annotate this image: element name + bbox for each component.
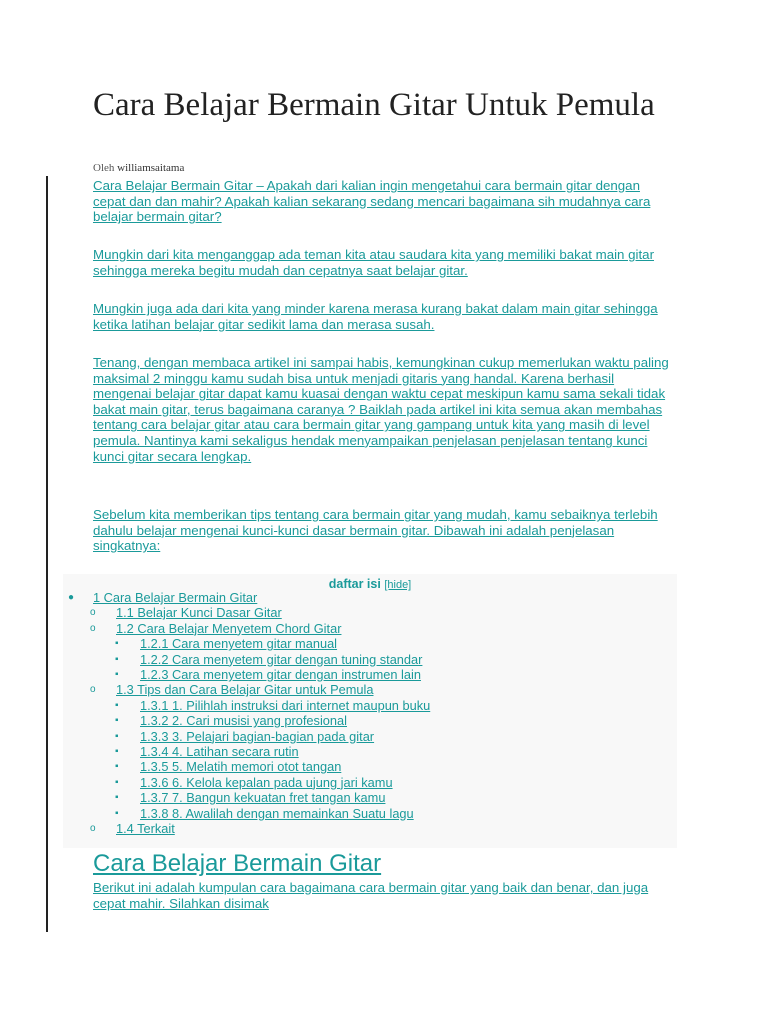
toc-item[interactable] bbox=[140, 806, 414, 821]
toc-bullet: o bbox=[90, 607, 96, 619]
toc-item-label: 1.3.3 3. Pelajari bagian-bagian pada gitar bbox=[140, 728, 375, 744]
toc-item-label: 1.3.4 4. Latihan secara rutin bbox=[140, 744, 299, 759]
toc-item-label: 1.4 Terkait bbox=[116, 821, 175, 836]
toc-item[interactable] bbox=[140, 729, 374, 744]
toc-item[interactable] bbox=[116, 821, 175, 836]
author-name[interactable]: williamsaitama bbox=[117, 162, 185, 174]
toc-item[interactable] bbox=[140, 636, 337, 651]
toc-bullet: ▪ bbox=[115, 638, 119, 650]
toc-item[interactable] bbox=[140, 744, 299, 759]
paragraph-3[interactable]: Mungkin juga ada dari kita yang minder karena merasa kurang bakat dalam main gitar sehingga ketika latihan belajar gitar sedikit lama dan merasa susah. bbox=[93, 301, 658, 332]
section-heading[interactable]: Cara Belajar Bermain Gitar bbox=[93, 850, 382, 877]
toc-bullet: ▪ bbox=[115, 792, 119, 804]
toc-item-label: 1.1 Belajar Kunci Dasar Gitar bbox=[116, 605, 282, 621]
toc-bullet: o bbox=[90, 823, 96, 834]
page-title: Cara Belajar Bermain Gitar Untuk Pemula bbox=[93, 87, 655, 123]
byline-prefix: Oleh bbox=[93, 162, 115, 174]
toc-item-label: 1.2 Cara Belajar Menyetem Chord Gitar bbox=[116, 620, 342, 636]
table-of-contents bbox=[63, 574, 677, 848]
toc-item-label: 1.2.2 Cara menyetem gitar dengan tuning standar bbox=[140, 651, 423, 667]
toc-item[interactable] bbox=[140, 759, 341, 774]
toc-bullet: ▪ bbox=[115, 730, 119, 742]
toc-item-label: 1.3.5 5. Melatih memori otot tangan bbox=[140, 759, 342, 775]
toc-item[interactable] bbox=[140, 652, 422, 667]
toc-hide-link[interactable]: [hide] bbox=[384, 579, 412, 591]
intro-paragraph[interactable]: Cara Belajar Bermain Gitar – Apakah dari kalian ingin mengetahui cara bermain gitar dengan cepat dan dan mahir? Apakah kalian sekarang sedang mencari bagaimana sih mudahnya cara belajar bermain gitar? bbox=[93, 178, 651, 225]
margin-bar bbox=[46, 176, 48, 932]
toc-item[interactable] bbox=[140, 790, 385, 805]
toc-bullet: o bbox=[90, 622, 96, 634]
paragraph-4[interactable]: Tenang, dengan membaca artikel ini sampai habis, kemungkinan cukup memerlukan waktu paling maksimal 2 minggu kamu sudah bisa untuk menjadi gitaris yang handal. Karena berhasil mengenai belajar gitar dapat kamu kuasai dengan waktu cepat meskipun kamu sama sekali tidak bakat main gitar, terus bagaimana caranya ? Baiklah pada artikel ini kita semua akan membahas tentang cara belajar gitar atau cara bermain gitar yang gampang untuk kita yang masih di level pemula. Nantinya kami sekaligus hendak menyampaikan penjelasan penjelasan tentang kunci kunci gitar secara lengkap. bbox=[93, 355, 669, 464]
toc-item-label: 1 Cara Belajar Bermain Gitar bbox=[93, 590, 258, 605]
toc-title: daftar isi bbox=[328, 577, 381, 591]
toc-item[interactable] bbox=[116, 605, 282, 620]
toc-bullet: ▪ bbox=[115, 776, 119, 788]
toc-item-label: 1.3.6 6. Kelola kepalan pada ujung jari kamu bbox=[140, 774, 393, 790]
toc-bullet: ● bbox=[68, 592, 75, 603]
toc-item[interactable] bbox=[140, 713, 347, 728]
section-paragraph[interactable]: Berikut ini adalah kumpulan cara bagaimana cara bermain gitar yang baik dan benar, dan juga cepat mahir. Silahkan disimak bbox=[93, 880, 649, 911]
toc-item[interactable] bbox=[116, 682, 374, 697]
toc-item[interactable] bbox=[140, 698, 430, 713]
toc-bullet: ▪ bbox=[115, 715, 119, 727]
toc-item[interactable] bbox=[140, 667, 421, 682]
toc-bullet: ▪ bbox=[115, 807, 119, 819]
toc-bullet: ▪ bbox=[115, 653, 119, 665]
toc-item-label: 1.2.1 Cara menyetem gitar manual bbox=[140, 636, 338, 652]
toc-header bbox=[63, 577, 677, 591]
toc-item[interactable] bbox=[140, 775, 393, 790]
toc-item-label: 1.3.7 7. Bangun kekuatan fret tangan kamu bbox=[140, 790, 386, 806]
toc-item[interactable] bbox=[116, 621, 341, 636]
paragraph-2[interactable]: Mungkin dari kita menganggap ada teman kita atau saudara kita yang memiliki bakat main gitar sehingga mereka begitu mudah dan cepatnya saat belajar gitar. bbox=[93, 247, 654, 278]
toc-item-label: 1.3.1 1. Pilihlah instruksi dari internet maupun buku bbox=[140, 697, 431, 713]
toc-bullet: ▪ bbox=[115, 699, 119, 711]
toc-item-label: 1.2.3 Cara menyetem gitar dengan instrumen lain bbox=[140, 667, 421, 682]
toc-bullet: ▪ bbox=[115, 761, 119, 773]
toc-item-label: 1.3.8 8. Awalilah dengan memainkan Suatu lagu bbox=[140, 805, 414, 821]
byline bbox=[93, 162, 184, 174]
toc-bullet: o bbox=[90, 684, 96, 696]
toc-bullet: ▪ bbox=[115, 746, 119, 757]
toc-bullet: ▪ bbox=[115, 669, 119, 680]
toc-item-label: 1.3.2 2. Cari musisi yang profesional bbox=[140, 713, 347, 729]
toc-item[interactable] bbox=[93, 590, 257, 605]
paragraph-5[interactable]: Sebelum kita memberikan tips tentang cara bermain gitar yang mudah, kamu sebaiknya terlebih dahulu belajar mengenai kunci-kunci dasar bermain gitar. Dibawah ini adalah penjelasan singkatnya: bbox=[93, 507, 658, 554]
toc-item-label: 1.3 Tips dan Cara Belajar Gitar untuk Pemula bbox=[116, 682, 374, 698]
